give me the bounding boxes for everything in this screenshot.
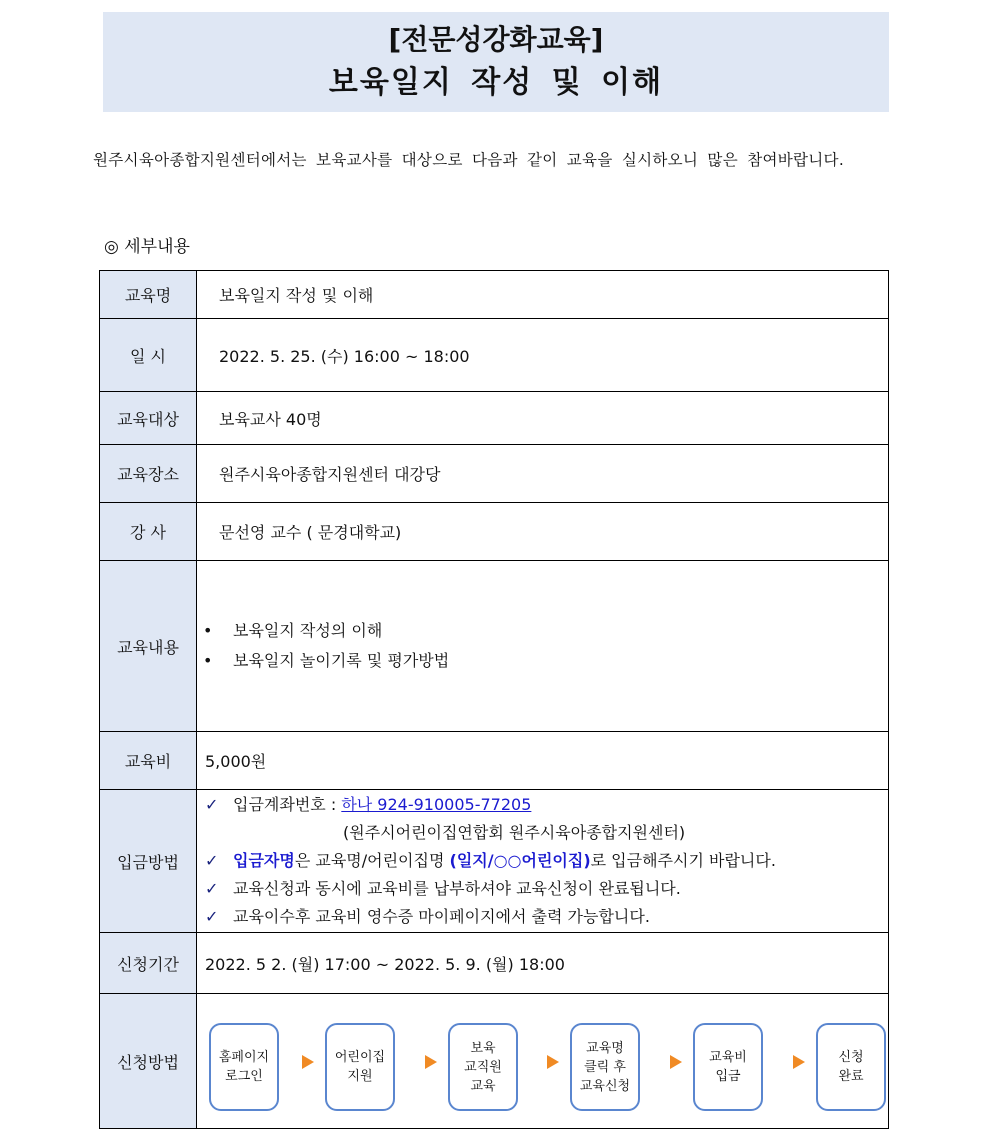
row-label: 신청기간 <box>100 933 197 994</box>
arrow-right-icon <box>793 1055 805 1069</box>
page-title: 보육일지 작성 및 이해 <box>328 65 664 100</box>
title-banner <box>103 12 889 112</box>
table-row <box>100 392 889 445</box>
list-item: ✓ 교육이수후 교육비 영수증 마이페이지에서 출력 가능합니다. <box>197 903 888 931</box>
intro-paragraph: 원주시육아종합지원센터에서는 보육교사를 대상으로 다음과 같이 교육을 실시하오니 많은 참여바랍니다. <box>93 151 845 169</box>
row-label: 일 시 <box>100 319 197 392</box>
account-holder: (원주시어린이집연합회 원주시육아종합지원센터) <box>343 823 686 842</box>
list-item: ✓ 입금계좌번호 : 하나 924-910005-77205 <box>197 791 888 819</box>
row-label: 신청방법 <box>100 994 197 1129</box>
education-name: 보육일지 작성 및 이해 <box>197 271 889 319</box>
arrow-right-icon <box>425 1055 437 1069</box>
payment-method <box>197 790 889 933</box>
row-label: 교육명 <box>100 271 197 319</box>
row-label: 교육장소 <box>100 445 197 503</box>
application-period: 2022. 5 2. (월) 17:00 ~ 2022. 5. 9. (월) 18:00 <box>197 933 889 994</box>
table-row <box>100 503 889 561</box>
title-category: [전문성강화교육] <box>388 23 604 56</box>
list-item: ✓ 교육신청과 동시에 교육비를 납부하셔야 교육신청이 완료됩니다. <box>197 875 888 903</box>
step-box: 어린이집 지원 <box>325 1023 395 1111</box>
lecturer: 문선영 교수 ( 문경대학교) <box>197 503 889 561</box>
education-target: 보육교사 40명 <box>197 392 889 445</box>
table-row <box>100 933 889 994</box>
section-heading: ◎ 세부내용 <box>104 237 190 257</box>
step-box: 신청 완료 <box>816 1023 886 1111</box>
arrow-right-icon <box>670 1055 682 1069</box>
table-row <box>100 790 889 933</box>
education-fee: 5,000원 <box>197 732 889 790</box>
row-label: 교육대상 <box>100 392 197 445</box>
list-item: • 보육일지 작성의 이해 <box>197 616 888 646</box>
row-label: 교육비 <box>100 732 197 790</box>
process-flow <box>197 996 888 1126</box>
step-box: 보육 교직원 교육 <box>448 1023 518 1111</box>
row-label: 입금방법 <box>100 790 197 933</box>
education-content <box>197 561 889 732</box>
details-table <box>99 270 889 1129</box>
row-label: 강 사 <box>100 503 197 561</box>
table-row <box>100 994 889 1129</box>
table-row <box>100 271 889 319</box>
table-row <box>100 561 889 732</box>
application-method <box>197 994 889 1129</box>
education-date: 2022. 5. 25. (수) 16:00 ~ 18:00 <box>197 319 889 392</box>
step-box: 교육명 클릭 후 교육신청 <box>570 1023 640 1111</box>
step-box: 홈페이지 로그인 <box>209 1023 279 1111</box>
table-row <box>100 445 889 503</box>
arrow-right-icon <box>302 1055 314 1069</box>
table-row <box>100 732 889 790</box>
step-box: 교육비 입금 <box>693 1023 763 1111</box>
account-number-link[interactable]: 하나 924-910005-77205 <box>341 795 532 814</box>
table-row <box>100 319 889 392</box>
education-place: 원주시육아종합지원센터 대강당 <box>197 445 889 503</box>
arrow-right-icon <box>547 1055 559 1069</box>
list-item: • 보육일지 놀이기록 및 평가방법 <box>197 646 888 676</box>
row-label: 교육내용 <box>100 561 197 732</box>
list-item: ✓ 입금자명은 교육명/어린이집명 (일지/○○어린이집)로 입금해주시기 바랍니다. <box>197 847 888 875</box>
